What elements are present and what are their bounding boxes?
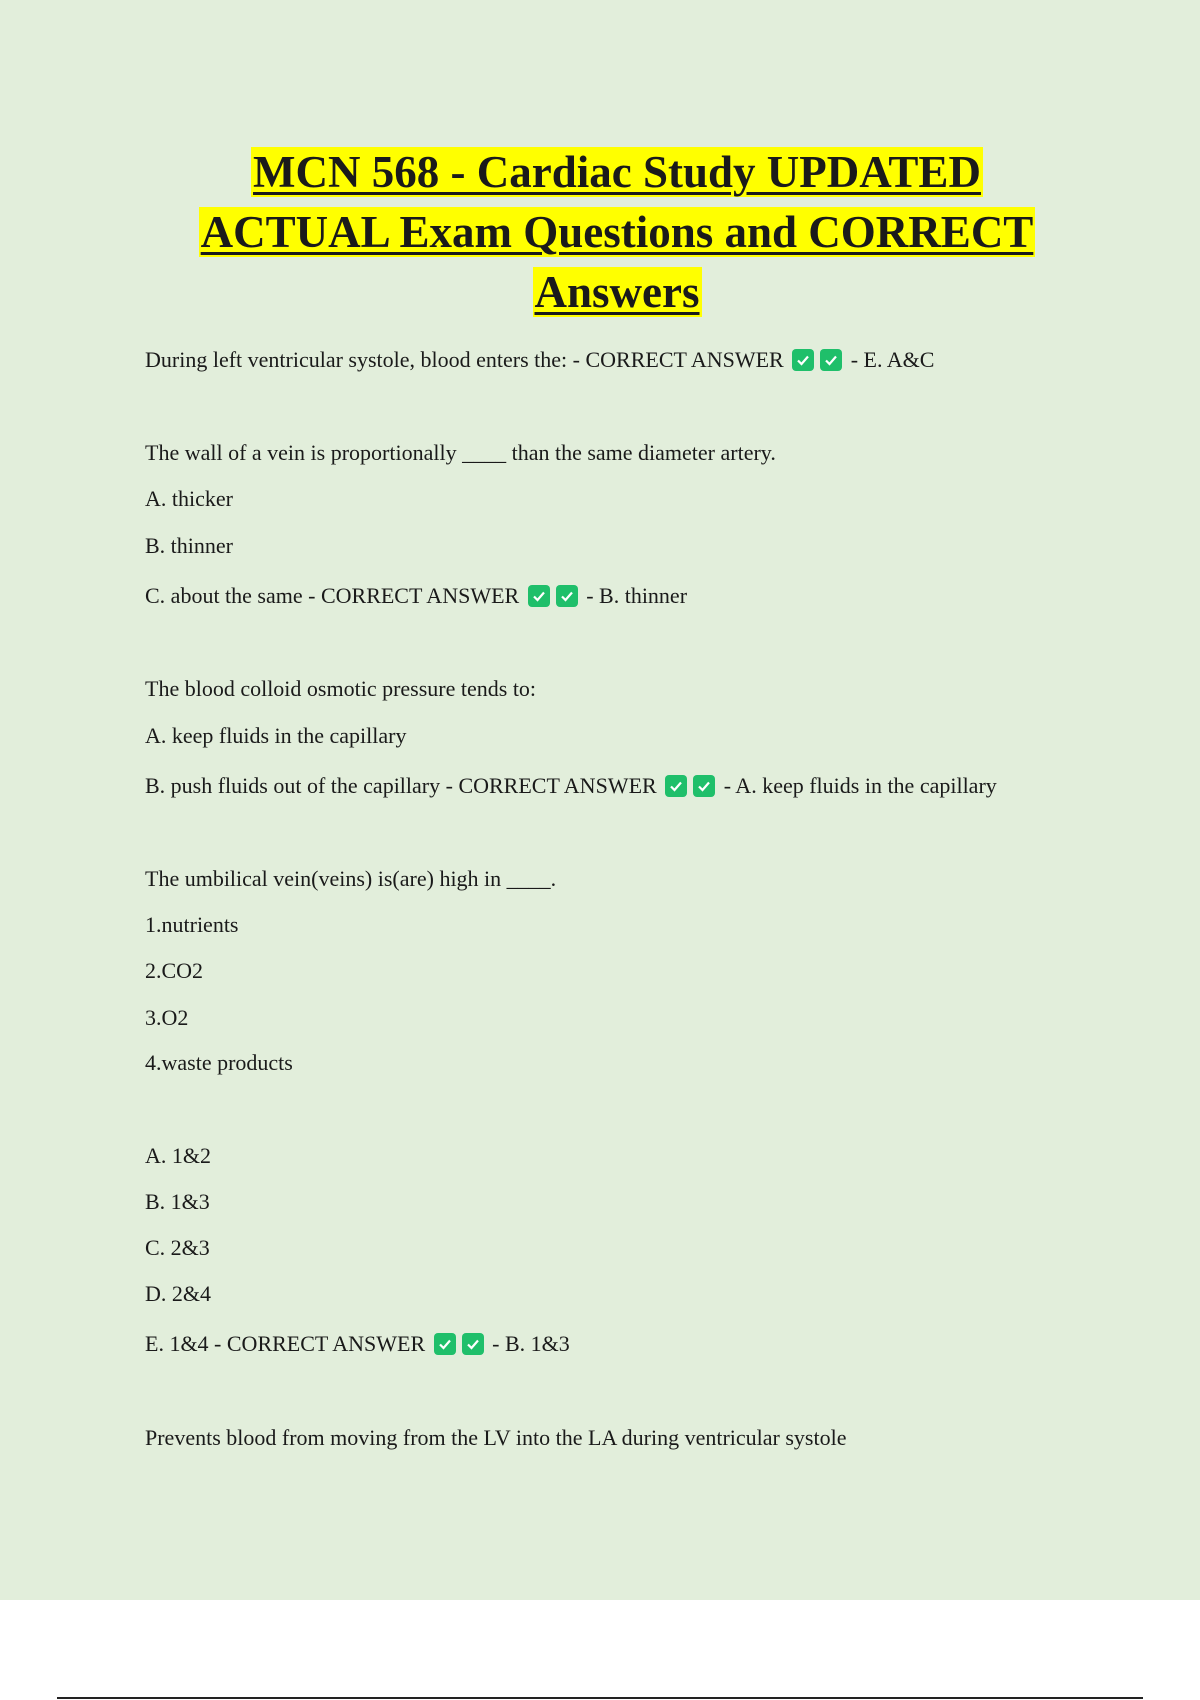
check-box-icon: [693, 775, 715, 797]
question-4-option-b: B. 1&3: [145, 1189, 210, 1214]
question-3-text: The blood colloid osmotic pressure tends to:: [145, 676, 537, 701]
question-4-item-1: 1.nutrients: [145, 912, 239, 937]
question-4-text: The umbilical vein(veins) is(are) high in ____.: [145, 866, 557, 891]
question-4-option-c: C. 2&3: [145, 1235, 210, 1260]
title-line-3: Answers: [534, 267, 700, 317]
title-line-1: MCN 568 - Cardiac Study UPDATED: [253, 147, 981, 197]
question-3-option-a: A. keep fluids in the capillary: [145, 723, 407, 748]
answer-prefix: During left ventricular systole, blood enters the: - CORRECT ANSWER: [145, 347, 784, 372]
answer-text: - E. A&C: [850, 347, 935, 372]
check-box-icon: [792, 349, 814, 371]
title-line-2: ACTUAL Exam Questions and CORRECT: [200, 207, 1034, 257]
question-2-text: The wall of a vein is proportionally ____ than the same diameter artery.: [145, 440, 776, 465]
answer-prefix: E. 1&4 - CORRECT ANSWER: [145, 1331, 426, 1356]
answer-prefix: C. about the same - CORRECT ANSWER: [145, 583, 520, 608]
footer-divider: [57, 1697, 1143, 1699]
check-box-icon: [556, 585, 578, 607]
answer-text: - B. 1&3: [492, 1331, 570, 1356]
question-1-answer-line: [145, 345, 934, 375]
question-2-option-a: A. thicker: [145, 486, 233, 511]
question-4-answer-line: [145, 1329, 570, 1359]
question-4-item-2: 2.CO2: [145, 958, 204, 983]
check-box-icon: [665, 775, 687, 797]
answer-text: - A. keep fluids in the capillary: [723, 773, 997, 798]
question-3-answer-line: [145, 771, 997, 801]
question-4-item-3: 3.O2: [145, 1005, 189, 1030]
question-4-item-4: 4.waste products: [145, 1050, 293, 1075]
question-2-answer-line: [145, 581, 687, 611]
answer-prefix: B. push fluids out of the capillary - CORRECT ANSWER: [145, 773, 657, 798]
answer-text: - B. thinner: [586, 583, 688, 608]
question-2-option-b: B. thinner: [145, 533, 233, 558]
question-5-text: Prevents blood from moving from the LV into the LA during ventricular systole: [145, 1425, 847, 1450]
check-box-icon: [462, 1333, 484, 1355]
question-4-option-a: A. 1&2: [145, 1143, 211, 1168]
check-box-icon: [528, 585, 550, 607]
document-title: [0, 142, 1200, 322]
check-box-icon: [434, 1333, 456, 1355]
question-4-option-d: D. 2&4: [145, 1281, 211, 1306]
check-box-icon: [820, 349, 842, 371]
